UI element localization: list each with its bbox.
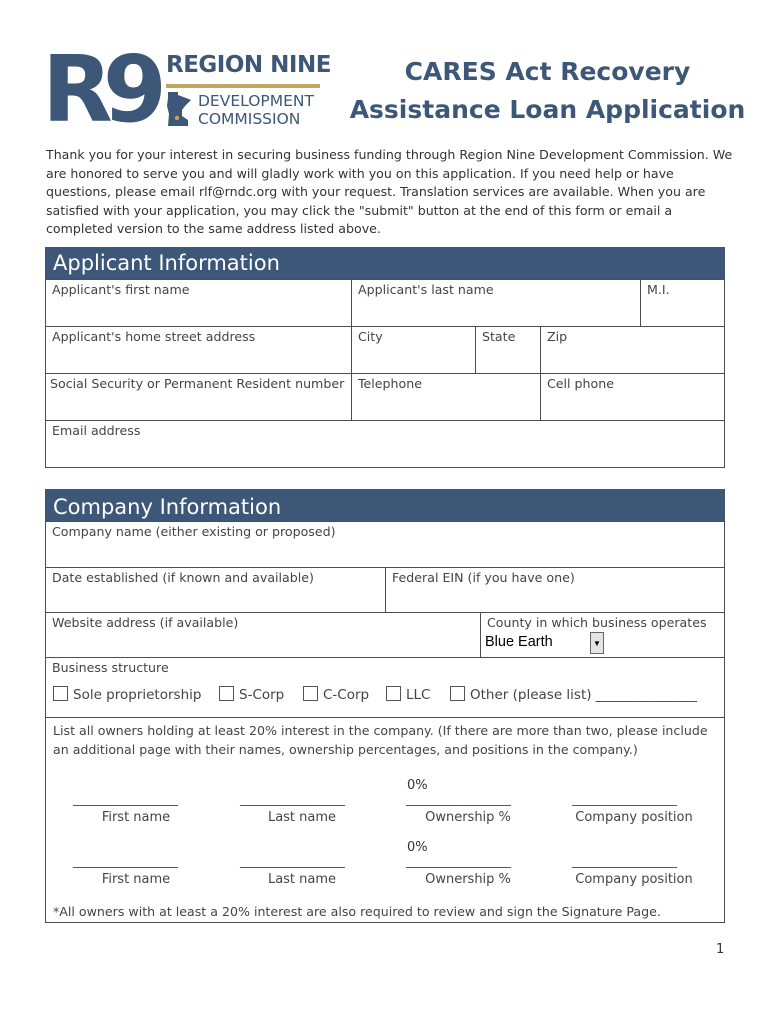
email-label: Email address	[52, 423, 141, 438]
company-name-field[interactable]	[45, 521, 725, 568]
date-established-label: Date established (if known and available)	[52, 570, 314, 585]
logo-text-commission: COMMISSION	[198, 110, 301, 128]
company-name-label: Company name (either existing or proposed)	[52, 524, 336, 539]
email-field[interactable]	[45, 420, 725, 468]
sole-proprietorship-option[interactable]: Sole proprietorship	[53, 686, 201, 703]
region-nine-logo	[42, 36, 331, 143]
cell-phone-field[interactable]	[540, 373, 725, 421]
c-corp-option[interactable]: C-Corp	[303, 686, 369, 703]
middle-initial-label: M.I.	[647, 282, 670, 297]
owner1-first-name-line[interactable]: ___________________	[73, 792, 178, 806]
telephone-field[interactable]	[351, 373, 541, 421]
logo-text-region-nine: REGION NINE	[166, 52, 331, 78]
state-field[interactable]	[475, 326, 541, 374]
last-name-field[interactable]	[351, 279, 641, 327]
owner2-last-name-label: Last name	[267, 872, 337, 887]
website-field[interactable]	[45, 612, 481, 658]
ein-label: Federal EIN (if you have one)	[392, 570, 575, 585]
county-selected-value: Blue Earth	[485, 634, 553, 650]
llc-option[interactable]: LLC	[386, 686, 430, 703]
checkbox-icon[interactable]	[386, 686, 401, 701]
last-name-label: Applicant's last name	[358, 282, 494, 297]
page-title-line2: Assistance Loan Application	[349, 95, 746, 124]
website-label: Website address (if available)	[52, 615, 239, 630]
owner2-ownership-percent[interactable]: 0%	[407, 840, 428, 855]
state-label: State	[482, 329, 516, 344]
owners-instructions: List all owners holding at least 20% interest in the company. (If there are more than two, please include an additional page with their names, ownership percentages, and positions in the company.)	[53, 723, 708, 757]
cell-phone-label: Cell phone	[547, 376, 614, 391]
date-established-field[interactable]	[45, 567, 386, 613]
logo-divider	[166, 84, 320, 88]
first-name-label: Applicant's first name	[52, 282, 190, 297]
ssn-field[interactable]	[45, 373, 352, 421]
owner1-ownership-percent[interactable]: 0%	[407, 778, 428, 793]
logo-text-development: DEVELOPMENT	[198, 92, 314, 110]
street-address-field[interactable]	[45, 326, 352, 374]
owner2-last-name-line[interactable]: ___________________	[240, 854, 345, 868]
owner2-ownership-label: Ownership %	[425, 872, 511, 887]
owner1-position-line[interactable]: ___________________	[572, 792, 677, 806]
s-corp-option[interactable]: S-Corp	[219, 686, 284, 703]
zip-field[interactable]	[540, 326, 725, 374]
owner2-position-label: Company position	[575, 872, 693, 887]
owner1-first-name-label: First name	[101, 810, 171, 825]
owner1-position-label: Company position	[575, 810, 693, 825]
owner2-first-name-label: First name	[101, 872, 171, 887]
minnesota-state-icon	[166, 92, 192, 126]
first-name-field[interactable]	[45, 279, 352, 327]
street-address-label: Applicant's home street address	[52, 329, 256, 344]
county-label: County in which business operates	[487, 615, 707, 630]
other-option[interactable]: Other (please list) _______________	[450, 686, 697, 703]
checkbox-icon[interactable]	[219, 686, 234, 701]
chevron-down-icon[interactable]: ▼	[590, 632, 604, 654]
checkbox-icon[interactable]	[450, 686, 465, 701]
page-number: 1	[716, 942, 725, 957]
owner1-last-name-label: Last name	[267, 810, 337, 825]
logo-mark: R9	[42, 36, 157, 143]
business-structure-label: Business structure	[52, 660, 169, 675]
page-title-line1: CARES Act Recovery	[404, 57, 691, 86]
owner1-ownership-line[interactable]: ___________________	[406, 792, 511, 806]
middle-initial-field[interactable]	[640, 279, 725, 327]
city-label: City	[358, 329, 383, 344]
applicant-section-heading: Applicant Information	[45, 247, 725, 279]
company-section-heading: Company Information	[45, 489, 725, 522]
owner2-first-name-line[interactable]: ___________________	[73, 854, 178, 868]
ein-field[interactable]	[385, 567, 725, 613]
ssn-label: Social Security or Permanent Resident number	[50, 376, 345, 391]
intro-paragraph: Thank you for your interest in securing business funding through Region Nine Development Commission. We are honored to serve you and will gladly work with you on this application. If you need help or have questions, please email rlf@rndc.org with your request. Translation services are available. When you are satisfied with your application, you may click the "submit" button at the end of this form or email a completed version to the same address listed above.	[46, 147, 733, 236]
city-field[interactable]	[351, 326, 476, 374]
county-select[interactable]	[484, 631, 606, 657]
owner2-position-line[interactable]: ___________________	[572, 854, 677, 868]
checkbox-icon[interactable]	[303, 686, 318, 701]
zip-label: Zip	[547, 329, 568, 344]
checkbox-icon[interactable]	[53, 686, 68, 701]
signature-footnote: *All owners with at least a 20% interest are also required to review and sign the Signature Page.	[53, 904, 661, 919]
owner2-ownership-line[interactable]: ___________________	[406, 854, 511, 868]
owner1-ownership-label: Ownership %	[425, 810, 511, 825]
telephone-label: Telephone	[358, 376, 422, 391]
owner1-last-name-line[interactable]: ___________________	[240, 792, 345, 806]
